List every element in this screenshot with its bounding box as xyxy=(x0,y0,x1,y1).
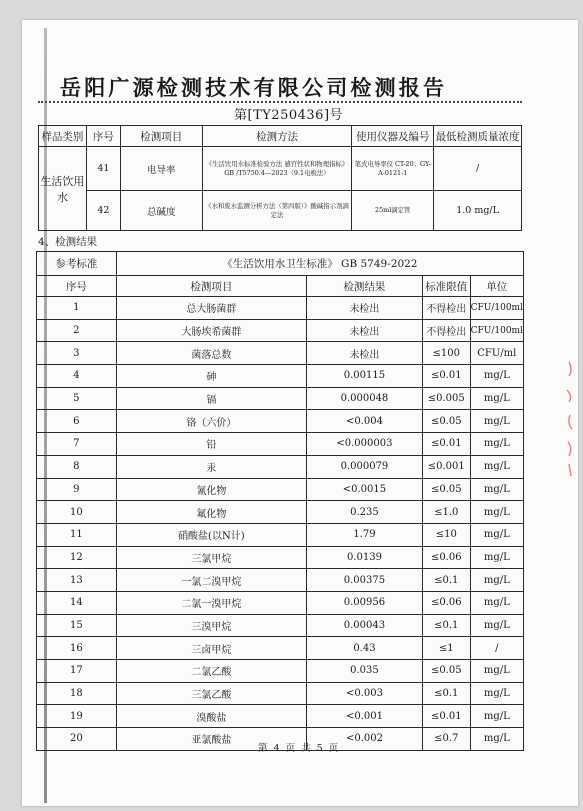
sample-category: 生活饮用水 xyxy=(39,147,87,231)
detection-limit: 1.0 mg/L xyxy=(434,191,522,231)
test-result: <0.0015 xyxy=(306,478,422,501)
test-item: 三溴甲烷 xyxy=(116,614,306,637)
standard-limit: ≤0.01 xyxy=(422,705,470,728)
test-item: 铅 xyxy=(116,433,306,456)
test-result: 0.000079 xyxy=(306,455,422,478)
row-number: 13 xyxy=(37,569,117,592)
instrument: 笔式电导率仪 CT-20；GY-A-0121-1 xyxy=(352,147,434,191)
test-item: 铬（六价） xyxy=(116,410,306,433)
row-number: 9 xyxy=(37,478,117,501)
report-title: 岳阳广源检测技术有限公司检测报告 xyxy=(60,76,448,100)
standard-limit: ≤1.0 xyxy=(422,501,470,524)
table-row xyxy=(39,147,522,191)
test-item: 氰化物 xyxy=(116,478,306,501)
table-row xyxy=(37,705,524,728)
row-number: 41 xyxy=(86,147,120,191)
row-number: 10 xyxy=(37,501,117,524)
test-result: 0.00115 xyxy=(306,365,422,388)
reference-standard-row xyxy=(37,252,524,276)
row-number: 16 xyxy=(37,637,117,660)
table-row xyxy=(37,297,524,320)
table-row xyxy=(37,591,524,614)
test-result: 0.00375 xyxy=(306,569,422,592)
unit: mg/L xyxy=(470,614,523,637)
row-number: 17 xyxy=(37,660,117,683)
row-number: 4 xyxy=(37,365,117,388)
table-row xyxy=(37,455,524,478)
test-result: 未检出 xyxy=(306,297,422,320)
table-row xyxy=(37,614,524,637)
row-number: 42 xyxy=(86,191,120,231)
standard-limit: ≤0.01 xyxy=(422,433,470,456)
standard-limit: ≤0.1 xyxy=(422,569,470,592)
test-item: 电导率 xyxy=(120,147,202,191)
test-item: 二氯一溴甲烷 xyxy=(116,591,306,614)
test-item: 三卤甲烷 xyxy=(116,637,306,660)
test-item: 溴酸盐 xyxy=(116,705,306,728)
unit: mg/L xyxy=(470,591,523,614)
unit: mg/L xyxy=(470,387,523,410)
test-result: 1.79 xyxy=(306,523,422,546)
test-item: 三氯甲烷 xyxy=(116,546,306,569)
results-table xyxy=(36,251,524,751)
test-result: <0.003 xyxy=(306,682,422,705)
page-footer: 第 4 页 共 5 页 xyxy=(258,743,339,754)
table-row xyxy=(37,523,524,546)
test-item: 总碱度 xyxy=(120,191,202,231)
standard-limit: 不得检出 xyxy=(422,297,470,320)
standard-limit: ≤0.005 xyxy=(422,387,470,410)
test-item: 二氯乙酸 xyxy=(116,660,306,683)
unit: mg/L xyxy=(470,728,523,751)
header-cell: 序号 xyxy=(86,126,120,147)
test-result: 未检出 xyxy=(306,319,422,342)
header-cell: 检测项目 xyxy=(120,126,202,147)
header-cell: 检测项目 xyxy=(116,276,306,297)
table-row xyxy=(39,191,522,231)
standard-limit: ≤0.1 xyxy=(422,682,470,705)
test-result: <0.000003 xyxy=(306,433,422,456)
standard-limit: ≤0.06 xyxy=(422,591,470,614)
standard-limit: ≤0.05 xyxy=(422,410,470,433)
row-number: 15 xyxy=(37,614,117,637)
test-result: 0.43 xyxy=(306,637,422,660)
standard-limit: ≤100 xyxy=(422,342,470,365)
unit: mg/L xyxy=(470,365,523,388)
test-method: 《生活饮用水标准检验方法 感官性状和物理指标》GB /T5750.4—2023（9.1电极法） xyxy=(202,147,352,191)
method-table-header xyxy=(39,126,522,147)
standard-limit: ≤0.1 xyxy=(422,614,470,637)
unit: mg/L xyxy=(470,682,523,705)
table-row xyxy=(37,637,524,660)
row-number: 6 xyxy=(37,410,117,433)
unit: mg/L xyxy=(470,569,523,592)
row-number: 12 xyxy=(37,546,117,569)
table-row xyxy=(37,433,524,456)
unit: mg/L xyxy=(470,501,523,524)
table-row xyxy=(37,478,524,501)
test-item: 总大肠菌群 xyxy=(116,297,306,320)
table-row xyxy=(37,546,524,569)
unit: CFU/100ml xyxy=(470,297,523,320)
reference-label: 参考标准 xyxy=(37,252,117,276)
header-cell: 序号 xyxy=(37,276,117,297)
test-result: 未检出 xyxy=(306,342,422,365)
standard-limit: ≤0.01 xyxy=(422,365,470,388)
standard-limit: ≤0.7 xyxy=(422,728,470,751)
section-title: 4、检测结果 xyxy=(38,236,98,248)
row-number: 8 xyxy=(37,455,117,478)
unit: CFU/ml xyxy=(470,342,523,365)
reference-value: 《生活饮用水卫生标准》 GB 5749-2022 xyxy=(116,252,523,276)
report-number: 第[TY250436]号 xyxy=(234,108,344,123)
test-item: 硝酸盐(以N计) xyxy=(116,523,306,546)
unit: mg/L xyxy=(470,478,523,501)
row-number: 5 xyxy=(37,387,117,410)
table-row xyxy=(37,501,524,524)
stamp-edge-mark xyxy=(563,360,577,480)
test-result: 0.035 xyxy=(306,660,422,683)
standard-limit: ≤10 xyxy=(422,523,470,546)
test-result: 0.00043 xyxy=(306,614,422,637)
unit: / xyxy=(470,637,523,660)
header-cell: 单位 xyxy=(470,276,523,297)
test-item: 镉 xyxy=(116,387,306,410)
unit: mg/L xyxy=(470,433,523,456)
header-cell: 标准限值 xyxy=(422,276,470,297)
test-item: 菌落总数 xyxy=(116,342,306,365)
instrument: 25ml滴定管 xyxy=(352,191,434,231)
table-row xyxy=(37,387,524,410)
test-item: 三氯乙酸 xyxy=(116,682,306,705)
results-header xyxy=(37,276,524,297)
test-result: 0.0139 xyxy=(306,546,422,569)
test-result: <0.002 xyxy=(306,728,422,751)
unit: mg/L xyxy=(470,660,523,683)
detection-limit: / xyxy=(434,147,522,191)
test-result: <0.004 xyxy=(306,410,422,433)
table-row xyxy=(37,319,524,342)
header-cell: 最低检测质量浓度 xyxy=(434,126,522,147)
row-number: 14 xyxy=(37,591,117,614)
header-cell: 检测方法 xyxy=(202,126,352,147)
standard-limit: ≤0.05 xyxy=(422,660,470,683)
unit: mg/L xyxy=(470,410,523,433)
test-result: 0.000048 xyxy=(306,387,422,410)
test-result: 0.235 xyxy=(306,501,422,524)
standard-limit: ≤0.05 xyxy=(422,478,470,501)
standard-limit: 不得检出 xyxy=(422,319,470,342)
unit: mg/L xyxy=(470,546,523,569)
table-row xyxy=(37,365,524,388)
table-row xyxy=(37,410,524,433)
test-result: 0.00956 xyxy=(306,591,422,614)
row-number: 19 xyxy=(37,705,117,728)
header-cell: 使用仪器及编号 xyxy=(352,126,434,147)
test-item: 亚氯酸盐 xyxy=(116,728,306,751)
row-number: 18 xyxy=(37,682,117,705)
row-number: 20 xyxy=(37,728,117,751)
standard-limit: ≤1 xyxy=(422,637,470,660)
header-cell: 样品类别 xyxy=(39,126,87,147)
unit: CFU/100ml xyxy=(470,319,523,342)
unit: mg/L xyxy=(470,705,523,728)
test-result: <0.001 xyxy=(306,705,422,728)
unit: mg/L xyxy=(470,455,523,478)
test-item: 砷 xyxy=(116,365,306,388)
row-number: 2 xyxy=(37,319,117,342)
table-row xyxy=(37,660,524,683)
test-item: 汞 xyxy=(116,455,306,478)
row-number: 11 xyxy=(37,523,117,546)
method-table xyxy=(38,125,522,231)
test-item: 一氯二溴甲烷 xyxy=(116,569,306,592)
test-item: 大肠埃希菌群 xyxy=(116,319,306,342)
row-number: 3 xyxy=(37,342,117,365)
test-item: 氟化物 xyxy=(116,501,306,524)
table-row xyxy=(37,682,524,705)
standard-limit: ≤0.001 xyxy=(422,455,470,478)
row-number: 1 xyxy=(37,297,117,320)
row-number: 7 xyxy=(37,433,117,456)
standard-limit: ≤0.06 xyxy=(422,546,470,569)
table-row xyxy=(37,342,524,365)
test-method: 《水和废水监测分析方法（第四版）》酸碱指示剂滴定法 xyxy=(202,191,352,231)
header-cell: 检测结果 xyxy=(306,276,422,297)
unit: mg/L xyxy=(470,523,523,546)
table-row xyxy=(37,569,524,592)
